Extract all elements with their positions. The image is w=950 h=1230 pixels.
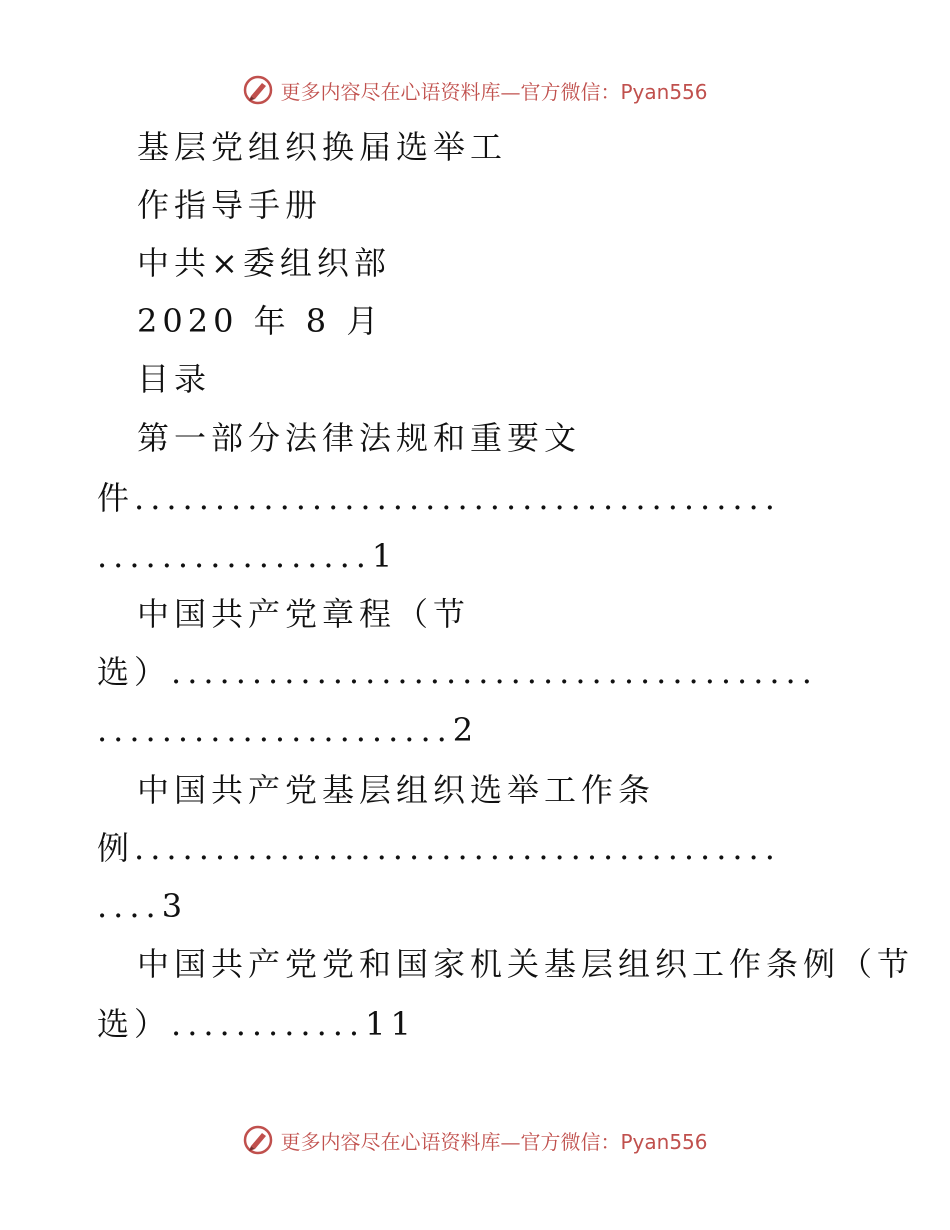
toc-page-number: 3: [161, 887, 188, 925]
toc-dot-leader: ........................................: [134, 829, 781, 867]
toc-dot-leader: ......................: [97, 711, 453, 749]
toc-dot-leader: ........................................: [171, 653, 818, 691]
toc-entry-3-title[interactable]: 中国共产党基层组织选举工作条: [137, 771, 656, 809]
footer-watermark: [0, 1120, 950, 1160]
toc-entry-4-title[interactable]: 中国共产党党和国家机关基层组织工作条例（节: [137, 945, 915, 983]
watermark-text: 更多内容尽在心语资料库—官方微信：Pyan556: [280, 79, 708, 104]
toc-page-number: 11: [365, 1005, 416, 1043]
toc-dot-leader: ........................................: [134, 479, 781, 517]
toc-entry-1-page-line[interactable]: [97, 536, 397, 576]
doc-title-line2: 作指导手册: [137, 186, 323, 224]
toc-heading: 目录: [137, 360, 212, 398]
toc-page-number: 1: [371, 537, 398, 575]
toc-entry-1-title[interactable]: 第一部分法律法规和重要文: [137, 419, 582, 457]
toc-dot-leader: ....: [97, 887, 162, 925]
toc-entry-2-title[interactable]: 中国共产党章程（节: [137, 595, 471, 633]
toc-dot-leader: .................: [97, 537, 372, 575]
toc-entry-2-page-line[interactable]: [97, 710, 478, 750]
toc-entry-1-title-cont[interactable]: 件........................................: [97, 479, 781, 517]
date: 2020 年 8 月: [137, 302, 384, 340]
toc-entry-2-title-cont[interactable]: 选）........................................: [97, 653, 818, 691]
pen-logo-icon: [242, 1124, 274, 1156]
doc-title-line1: 基层党组织换届选举工: [137, 128, 508, 166]
header-watermark: [0, 70, 950, 110]
wechat-id: Pyan556: [620, 79, 708, 104]
wechat-id: Pyan556: [620, 1129, 708, 1154]
issuer: 中共×委组织部: [137, 244, 391, 282]
pen-logo-icon: [242, 74, 274, 106]
toc-page-number: 2: [452, 711, 479, 749]
toc-dot-leader: ............: [171, 1005, 366, 1043]
toc-entry-3-page-line[interactable]: [97, 886, 187, 926]
toc-entry-3-title-cont[interactable]: 例........................................: [97, 829, 781, 867]
toc-entry-4-page-line[interactable]: 选）............11: [97, 1005, 416, 1043]
watermark-text: 更多内容尽在心语资料库—官方微信：Pyan556: [280, 1129, 708, 1154]
